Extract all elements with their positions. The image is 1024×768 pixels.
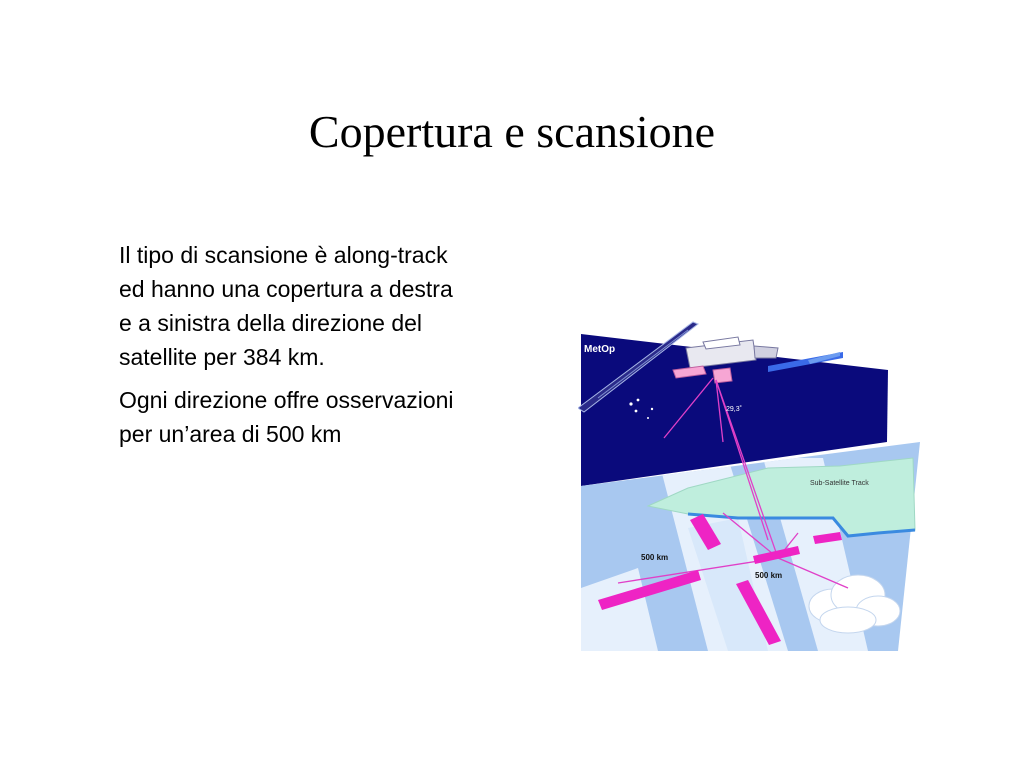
swath-left-label: 500 km: [641, 553, 669, 562]
slide-title: Copertura e scansione: [308, 106, 716, 157]
swath-right-label: 500 km: [755, 571, 783, 580]
body-text: [119, 238, 469, 460]
paragraph-scan-type: Il tipo di scansione è along-track ed hanno una copertura a destra e a sinistra della direzione del satellite per 384 km.: [119, 242, 453, 370]
angle-label: 29,3˚: [726, 406, 742, 413]
paragraph-observation-area: Ogni direzione offre osservazioni per un’area di 500 km: [119, 387, 454, 447]
satellite-label: MetOp: [584, 344, 616, 355]
metop-scan-diagram: [578, 318, 923, 654]
track-label: Sub-Satellite Track: [810, 480, 869, 487]
